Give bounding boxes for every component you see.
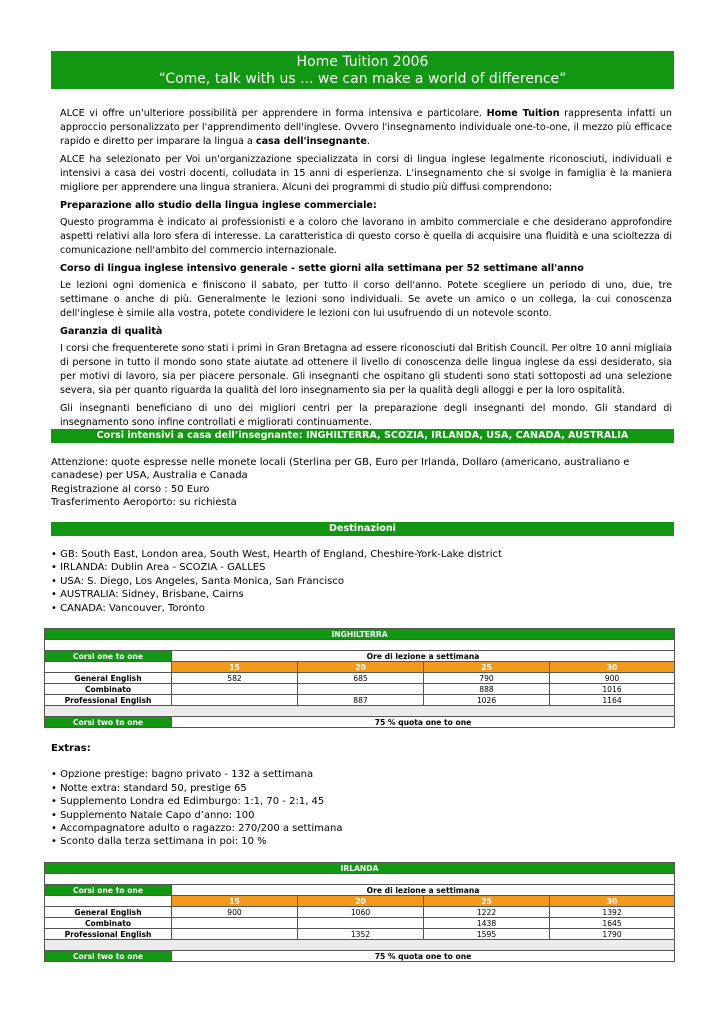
- list-item: • USA: S. Diego, Los Angeles, Santa Monica, San Francisco: [51, 575, 344, 587]
- column-header: 20: [298, 662, 424, 673]
- two-to-one-value: 75 % quota one to one: [172, 717, 675, 728]
- table-footer-row: [45, 717, 675, 728]
- table-cell: 1026: [424, 695, 550, 706]
- list-item: • Supplemento Natale Capo d’anno: 100: [51, 809, 255, 821]
- one-to-one-label: Corsi one to one: [45, 651, 172, 662]
- casa-insegnante-emphasis: casa dell'insegnante: [255, 136, 367, 147]
- table-cell: 685: [298, 673, 424, 684]
- notes-line-1: Attenzione: quote espresse nelle monete locali (Sterlina per GB, Euro per Irlanda, Dollaro (americano, australiano e: [51, 457, 630, 468]
- gray-spacer: [45, 940, 675, 951]
- extras-spacer: [51, 755, 674, 768]
- extras-title: Extras:: [51, 743, 91, 754]
- notes-line-3: Registrazione al corso : 50 Euro: [51, 483, 210, 495]
- row-label: Combinato: [45, 918, 172, 929]
- section-heading-intensive: Corso di lingua inglese intensivo generale - sette giorni alla settimana per 52 settimane all'anno: [60, 263, 584, 274]
- table-cell: 1645: [550, 918, 675, 929]
- column-corner: [45, 896, 172, 907]
- one-to-one-label: Corsi one to one: [45, 885, 172, 896]
- column-header: 15: [172, 896, 298, 907]
- intro-p1-text: ALCE vi offre un'ulteriore possibilità per apprendere in forma intensiva e particolare.: [60, 108, 487, 119]
- table-gray-row: [45, 706, 675, 717]
- row-label: General English: [45, 907, 172, 918]
- extras-block: [51, 742, 674, 849]
- table-cell: 1016: [550, 684, 675, 695]
- table-cell: [298, 684, 424, 695]
- table-cell: 1352: [298, 929, 424, 940]
- section-heading-commercial: Preparazione allo studio della lingua inglese commerciale:: [60, 200, 377, 211]
- list-item: • Sconto dalla terza settimana in poi: 10 %: [51, 836, 267, 848]
- column-corner: [45, 662, 172, 673]
- table-cell: 888: [424, 684, 550, 695]
- table-cell: [172, 695, 298, 706]
- table-footer-row: [45, 951, 675, 962]
- table-cell: 900: [172, 907, 298, 918]
- table-cell: 1222: [424, 907, 550, 918]
- intro-paragraph-2: ALCE ha selezionato per Voi un'organizzazione specializzata in corsi di lingua inglese legalmente riconosciuti, individuali e intensivi a casa dei vostri docenti, colludata in 15 anni di esperienza. L'insegnamento che si svolge in famiglia è la maniera migliore per apprendere una lingua straniera. Alcuni dei programmi di studio più diffusi comprendono:: [60, 154, 672, 193]
- intro-p1-end: .: [366, 136, 370, 147]
- column-header: 25: [424, 662, 550, 673]
- table-header-row: [45, 651, 675, 662]
- column-header: 30: [550, 662, 675, 673]
- list-item: • CANADA: Vancouver, Toronto: [51, 602, 205, 614]
- destinations-list: [51, 548, 674, 615]
- column-header: 15: [172, 662, 298, 673]
- hours-label: Ore di lezione a settimana: [172, 885, 675, 896]
- intro-paragraph-5: I corsi che frequenterete sono stati i primi in Gran Bretagna ad essere riconosciuti dal British Council. Per oltre 10 anni migliaia di persone in tutto il mondo sono state aiutate ad ottenere il livello di conoscenza delle lingua inglese da essi desiderato, sia per motivi di lavoro, sia per piacere personale. Gli insegnanti che ospitano gli studenti sono stati sottoposti ad una selezione severa, sia per quanto riguarda la qualità del loro insegnamento sia per la qualità degli alloggi e per la loro ospitalità.: [60, 343, 672, 396]
- two-to-one-value: 75 % quota one to one: [172, 951, 675, 962]
- table-cell: 1060: [298, 907, 424, 918]
- table-cell: 887: [298, 695, 424, 706]
- two-to-one-label: Corsi two to one: [45, 951, 172, 962]
- intro-paragraph-1: [60, 107, 672, 149]
- table-spacer: [45, 874, 675, 885]
- table-header-row: [45, 885, 675, 896]
- gray-spacer: [45, 706, 675, 717]
- table-columns-row: [45, 896, 675, 907]
- table-spacer-row: [45, 874, 675, 885]
- table-cell: 1392: [550, 907, 675, 918]
- row-label: General English: [45, 673, 172, 684]
- list-item: • AUSTRALIA: Sidney, Brisbane, Cairns: [51, 589, 244, 601]
- table-title: IRLANDA: [45, 863, 675, 874]
- table-cell: 1438: [424, 918, 550, 929]
- page-subtitle: “Come, talk with us ... we can make a world of difference”: [158, 71, 567, 87]
- table-cell: [172, 918, 298, 929]
- table-spacer-row: [45, 640, 675, 651]
- column-header: 20: [298, 896, 424, 907]
- destinations-bar: Destinazioni: [51, 522, 674, 536]
- table-columns-row: [45, 662, 675, 673]
- table-cell: [298, 918, 424, 929]
- table-cell: 900: [550, 673, 675, 684]
- page-title: Home Tuition 2006: [296, 54, 429, 70]
- table-title-row: [45, 629, 675, 640]
- home-tuition-emphasis: Home Tuition: [486, 108, 560, 119]
- table-row: [45, 929, 675, 940]
- table-cell: 582: [172, 673, 298, 684]
- list-item: • Opzione prestige: bagno privato - 132 a settimana: [51, 769, 314, 781]
- notes-block: [51, 456, 674, 510]
- list-item: • Supplemento Londra ed Edimburgo: 1:1, 70 - 2:1, 45: [51, 796, 325, 808]
- table-row: [45, 673, 675, 684]
- column-header: 25: [424, 896, 550, 907]
- table-row: [45, 695, 675, 706]
- list-item: • GB: South East, London area, South West, Hearth of England, Cheshire-York-Lake district: [51, 549, 502, 560]
- price-table-inghilterra: [44, 628, 675, 728]
- intro-paragraph-4: Le lezioni ogni domenica e finiscono il sabato, per tutto il corso dell'anno. Potete scegliere un periodo di uno, due, tre settimane o anche di più. Generalmente le lezioni sono individuali. Se avete un amico o un collega, la cui conoscenza dell'inglese è simile alla vostra, potete condividere le lezioni con lui usufruendo di un notevole sconto.: [60, 280, 672, 319]
- table-row: [45, 907, 675, 918]
- section-heading-quality: Garanzia di qualità: [60, 326, 163, 337]
- notes-line-2: canadese) per USA, Australia e Canada: [51, 470, 248, 482]
- table-title: INGHILTERRA: [45, 629, 675, 640]
- table-cell: 1164: [550, 695, 675, 706]
- row-label: Combinato: [45, 684, 172, 695]
- row-label: Professional English: [45, 695, 172, 706]
- notes-line-4: Trasferimento Aeroporto: su richiesta: [51, 497, 237, 509]
- row-label: Professional English: [45, 929, 172, 940]
- intro-p1-text-cont: rappresenta infatti un approccio personalizzato per l'apprendimento dell'inglese. Ovvero l'insegnamento individuale one-to-one, il mezzo più efficace rapido e diretto per imparare la lingua a: [60, 108, 672, 147]
- table-title-row: [45, 863, 675, 874]
- table-cell: 1790: [550, 929, 675, 940]
- price-table-irlanda: [44, 862, 675, 962]
- table-cell: 790: [424, 673, 550, 684]
- table-cell: [172, 929, 298, 940]
- list-item: • IRLANDA: Dublin Area - SCOZIA - GALLES: [51, 562, 266, 574]
- header-banner: [51, 51, 674, 89]
- list-item: • Accompagnatore adulto o ragazzo: 270/200 a settimana: [51, 823, 343, 835]
- table-cell: 1595: [424, 929, 550, 940]
- table-row: [45, 684, 675, 695]
- table-spacer: [45, 640, 675, 651]
- list-item: • Notte extra: standard 50, prestige 65: [51, 782, 247, 794]
- intro-paragraph-6: Gli insegnanti beneficiano di uno dei migliori centri per la preparazione degli insegnanti del mondo. Gli standard di insegnamento sono infine controllati e migliorati continuamente.: [60, 403, 672, 428]
- intro-paragraph-3: Questo programma è indicato ai professionisti e a coloro che lavorano in ambito commerciale e che desiderano approfondire aspetti relativi alla loro sfera di interesse. La caratteristica di questo corso è quella di acquisire una fluidità e una scioltezza di comunicazione nell'ambito del commercio internazionale.: [60, 217, 672, 256]
- column-header: 30: [550, 896, 675, 907]
- courses-bar: Corsi intensivi a casa dell’insegnante: INGHILTERRA, SCOZIA, IRLANDA, USA, CANADA, AUSTRALIA: [51, 429, 674, 443]
- two-to-one-label: Corsi two to one: [45, 717, 172, 728]
- table-row: [45, 918, 675, 929]
- intro-section: [60, 107, 672, 434]
- table-gray-row: [45, 940, 675, 951]
- table-cell: [172, 684, 298, 695]
- hours-label: Ore di lezione a settimana: [172, 651, 675, 662]
